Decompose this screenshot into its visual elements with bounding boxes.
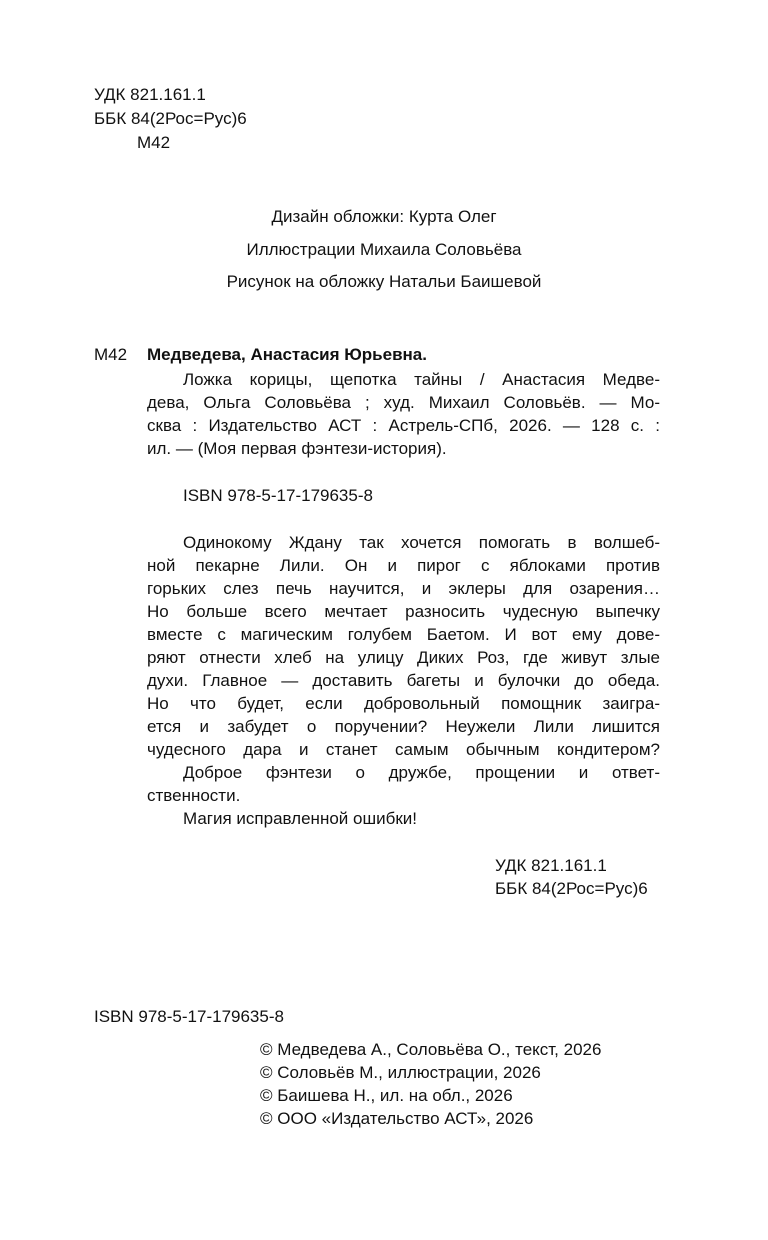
annotation-line: Но больше всего мечтает разносить чудесную выпечку [147,602,660,621]
footer-isbn: ISBN 978-5-17-179635-8 [94,1007,284,1026]
annotation-line: Одинокому Ждану так хочется помогать в волшеб- [183,533,660,552]
cover-design-credit: Дизайн обложки: Курта Олег [271,207,497,226]
annotation-line: ной пекарне Лили. Он и пирог с яблоками против [147,556,660,575]
annotation-line: ряют отнести хлеб на улицу Диких Роз, где живут злые [147,648,660,667]
copyright-line: © Медведева А., Соловьёва О., текст, 2026 [260,1040,602,1059]
udk-code-bottom: УДК 821.161.1 [495,856,607,875]
annotation-line: вместе с магическим голубем Баетом. И вот ему дове- [147,625,660,644]
record-description-line: сква : Издательство АСТ : Астрель-СПб, 2026. — 128 с. : [147,416,660,435]
annotation-line: чудесного дара и станет самым обычным кондитером? [147,740,660,759]
record-isbn: ISBN 978-5-17-179635-8 [183,486,373,505]
record-author-mark: М42 [94,345,128,364]
copyright-line: © ООО «Издательство АСТ», 2026 [260,1109,534,1128]
bbk-code-top: ББК 84(2Рос=Рус)6 [94,109,247,128]
udk-code-top: УДК 821.161.1 [94,85,206,104]
annotation-line: ется и забудет о поручении? Неужели Лили лишится [147,717,660,736]
record-description-line: Ложка корицы, щепотка тайны / Анастасия Медве- [183,370,660,389]
annotation-line: Доброе фэнтези о дружбе, прощении и ответ- [183,763,660,782]
bbk-code-bottom: ББК 84(2Рос=Рус)6 [495,879,648,898]
record-author-heading: Медведева, Анастасия Юрьевна. [147,345,427,364]
copyright-line: © Баишева Н., ил. на обл., 2026 [260,1086,513,1105]
annotation-line: Но что будет, если добровольный помощник заигра- [147,694,660,713]
author-mark-top: М42 [137,133,171,152]
copyright-line: © Соловьёв М., иллюстрации, 2026 [260,1063,541,1082]
illustrations-credit: Иллюстрации Михаила Соловьёва [246,240,522,259]
record-description-line: дева, Ольга Соловьёва ; худ. Михаил Соловьёв. — Мо- [147,393,660,412]
annotation-line: ственности. [147,786,241,805]
annotation-line: горьких слез печь научится, и эклеры для озарения… [147,579,660,598]
cover-drawing-credit: Рисунок на обложку Натальи Баишевой [226,272,542,291]
annotation-tagline: Магия исправленной ошибки! [183,809,417,828]
annotation-line: духи. Главное — доставить багеты и булочки до обеда. [147,671,660,690]
record-description-line: ил. — (Моя первая фэнтези-история). [147,439,447,458]
